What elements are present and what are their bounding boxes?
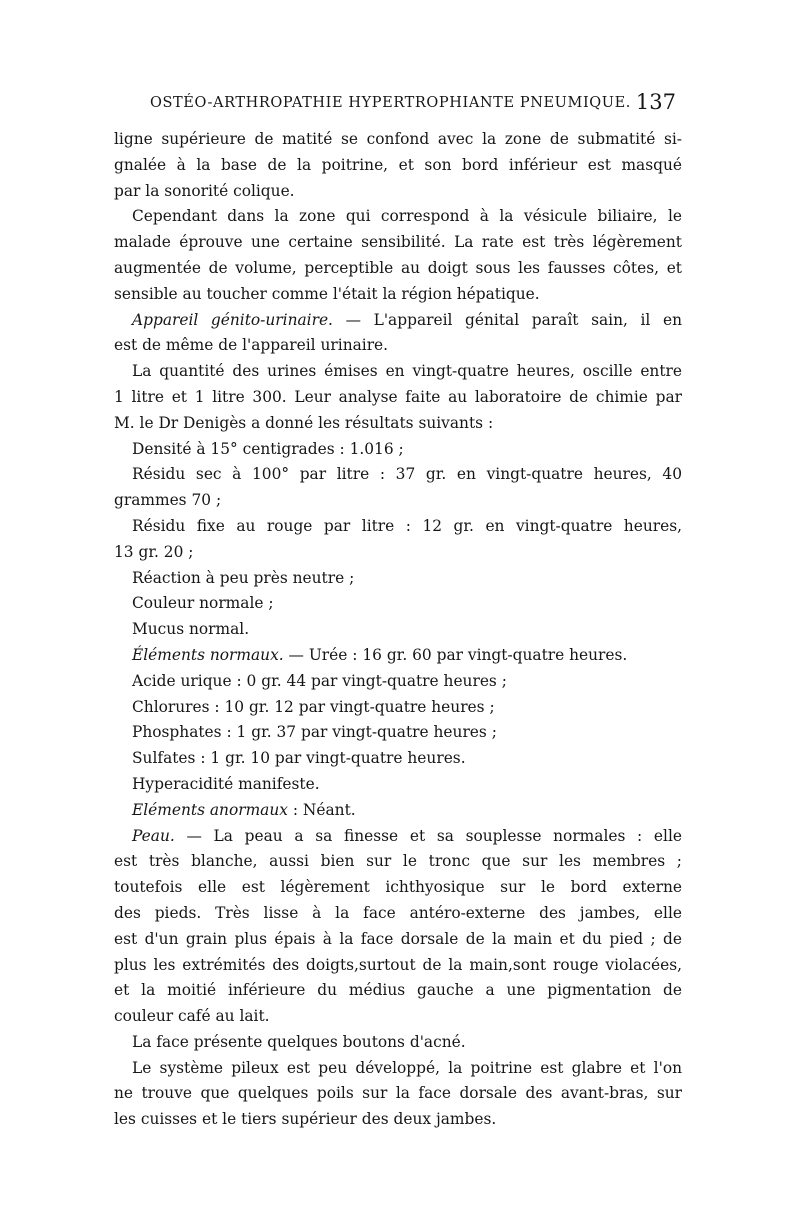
text-line: toutefois elle est légèrement ichthyosique sur le bord externe — [114, 878, 682, 897]
section-heading: Eléments anormaux — [132, 800, 288, 819]
text-line: Sulfates : 1 gr. 10 par vingt-quatre heures. — [132, 749, 466, 768]
page-number: 137 — [635, 90, 676, 114]
text-line: gnalée à la base de la poitrine, et son bord inférieur est masqué — [114, 155, 682, 174]
text-run: : Néant. — [287, 800, 356, 819]
text-line: 13 gr. 20 ; — [114, 542, 194, 561]
section-heading: Appareil génito-urinaire. — [132, 310, 333, 329]
text-line: Hyperacidité manifeste. — [132, 774, 320, 793]
text-line: Réaction à peu près neutre ; — [132, 568, 355, 587]
text-line: La face présente quelques boutons d'acné. — [132, 1032, 466, 1051]
text-line: les cuisses et le tiers supérieur des deux jambes. — [114, 1110, 497, 1129]
text-run: — Urée : 16 gr. 60 par vingt-quatre heures. — [283, 645, 628, 664]
text-line: 1 litre et 1 litre 300. Leur analyse faite au laboratoire de chimie par — [114, 387, 682, 406]
text-line: est de même de l'appareil urinaire. — [114, 336, 389, 355]
section-heading-line — [114, 824, 682, 850]
text-run: — L'appareil génital paraît sain, il en — [332, 310, 682, 329]
text-line: Cependant dans la zone qui correspond à la vésicule biliaire, le — [132, 207, 682, 226]
text-line: Acide urique : 0 gr. 44 par vingt-quatre heures ; — [132, 671, 507, 690]
text-line: et la moitié inférieure du médius gauche a une pigmentation de — [114, 981, 682, 1000]
text-line: malade éprouve une certaine sensibilité. La rate est très légèrement — [114, 233, 682, 252]
section-heading-line — [114, 643, 682, 669]
text-line: Couleur normale ; — [132, 594, 274, 613]
text-line: augmentée de volume, perceptible au doigt sous les fausses côtes, et — [114, 258, 682, 277]
text-line: M. le Dr Denigès a donné les résultats suivants : — [114, 413, 494, 432]
running-title: OSTÉO-ARTHROPATHIE HYPERTROPHIANTE PNEUMIQUE. — [150, 95, 631, 111]
text-line: est d'un grain plus épais à la face dorsale de la main et du pied ; de — [114, 929, 682, 948]
text-line: grammes 70 ; — [114, 491, 222, 510]
text-line: Le système pileux est peu développé, la poitrine est glabre et l'on — [132, 1058, 682, 1077]
text-line: par la sonorité colique. — [114, 181, 295, 200]
section-heading: Peau. — [132, 826, 175, 845]
section-heading-line — [114, 308, 682, 334]
text-line: Résidu fixe au rouge par litre : 12 gr. en vingt-quatre heures, — [132, 516, 682, 535]
text-line: Densité à 15° centigrades : 1.016 ; — [132, 439, 404, 458]
running-header — [120, 90, 680, 120]
text-line: des pieds. Très lisse à la face antéro-externe des jambes, elle — [114, 903, 682, 922]
section-heading-line — [114, 798, 682, 824]
text-line: sensible au toucher comme l'était la région hépatique. — [114, 284, 540, 303]
text-line: Phosphates : 1 gr. 37 par vingt-quatre heures ; — [132, 723, 497, 742]
text-line: Mucus normal. — [132, 620, 250, 639]
text-line: La quantité des urines émises en vingt-quatre heures, oscille entre — [132, 362, 682, 381]
body-text — [114, 127, 682, 1133]
section-heading: Éléments normaux. — [132, 645, 284, 664]
text-line: ligne supérieure de matité se confond avec la zone de submatité si- — [114, 130, 682, 148]
text-line: Chlorures : 10 gr. 12 par vingt-quatre heures ; — [132, 697, 495, 716]
text-line: Résidu sec à 100° par litre : 37 gr. en vingt-quatre heures, 40 — [132, 465, 682, 484]
text-line: ne trouve que quelques poils sur la face dorsale des avant-bras, sur — [114, 1084, 682, 1103]
text-line: couleur café au lait. — [114, 1007, 270, 1026]
text-line: plus les extrémités des doigts,surtout de la main,sont rouge violacées, — [114, 955, 682, 974]
text-run: — La peau a sa finesse et sa souplesse normales : elle — [174, 826, 682, 845]
text-line: est très blanche, aussi bien sur le tronc que sur les membres ; — [114, 852, 682, 871]
